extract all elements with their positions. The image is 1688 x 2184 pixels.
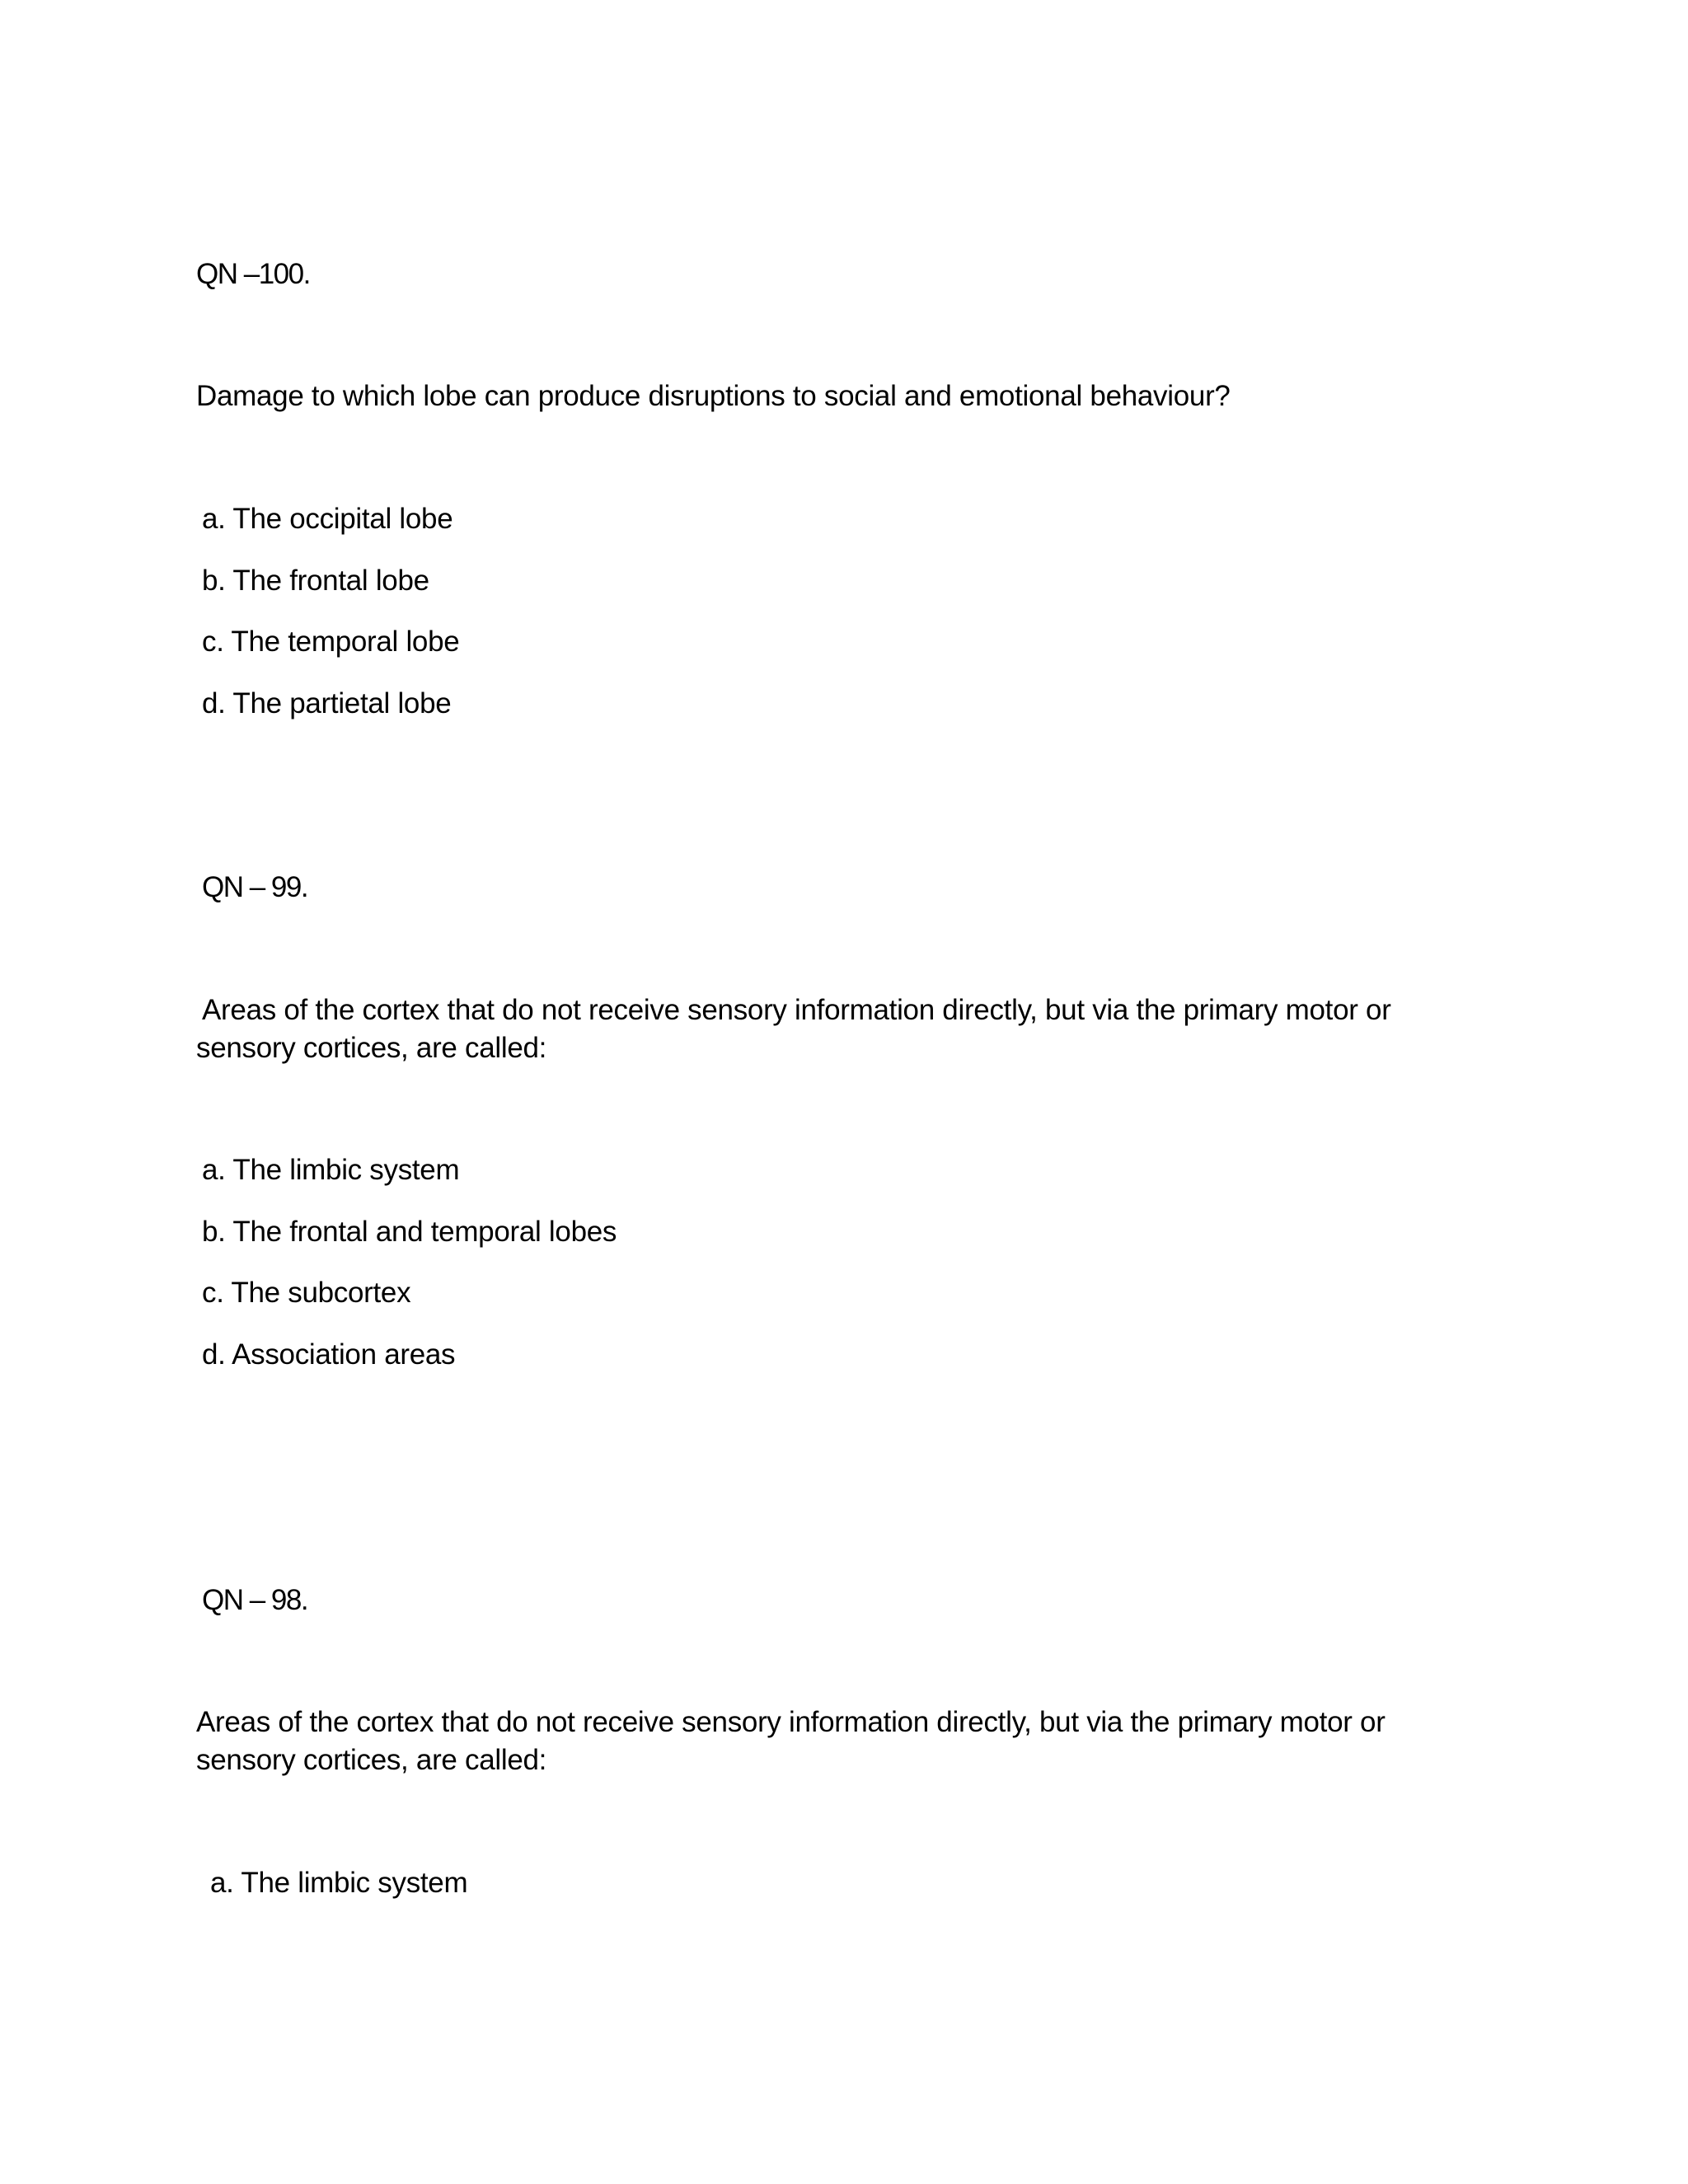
answer-option: c. The subcortex (202, 1277, 411, 1309)
question-text: Areas of the cortex that do not receive sensory information directly, but via the primary motor or sensory cortices, are called: (196, 1706, 1386, 1776)
answer-option: c. The temporal lobe (202, 626, 460, 658)
question-number: QN – 99. (202, 871, 308, 903)
answer-option: a. The limbic system (210, 1867, 468, 1899)
question-text: Damage to which lobe can produce disruptions to social and emotional behaviour? (196, 380, 1231, 412)
answer-option: d. Association areas (202, 1338, 456, 1371)
question-number: QN – 98. (202, 1584, 308, 1616)
question-number: QN –100. (196, 258, 310, 290)
answer-option: a. The limbic system (202, 1154, 460, 1186)
answer-option: b. The frontal lobe (202, 565, 429, 597)
question-text: Areas of the cortex that do not receive sensory information directly, but via the primary motor or sensory cortices, are called: (196, 994, 1391, 1064)
answer-option: d. The partietal lobe (202, 687, 452, 719)
answer-option: b. The frontal and temporal lobes (202, 1216, 617, 1248)
answer-option: a. The occipital lobe (202, 503, 453, 535)
